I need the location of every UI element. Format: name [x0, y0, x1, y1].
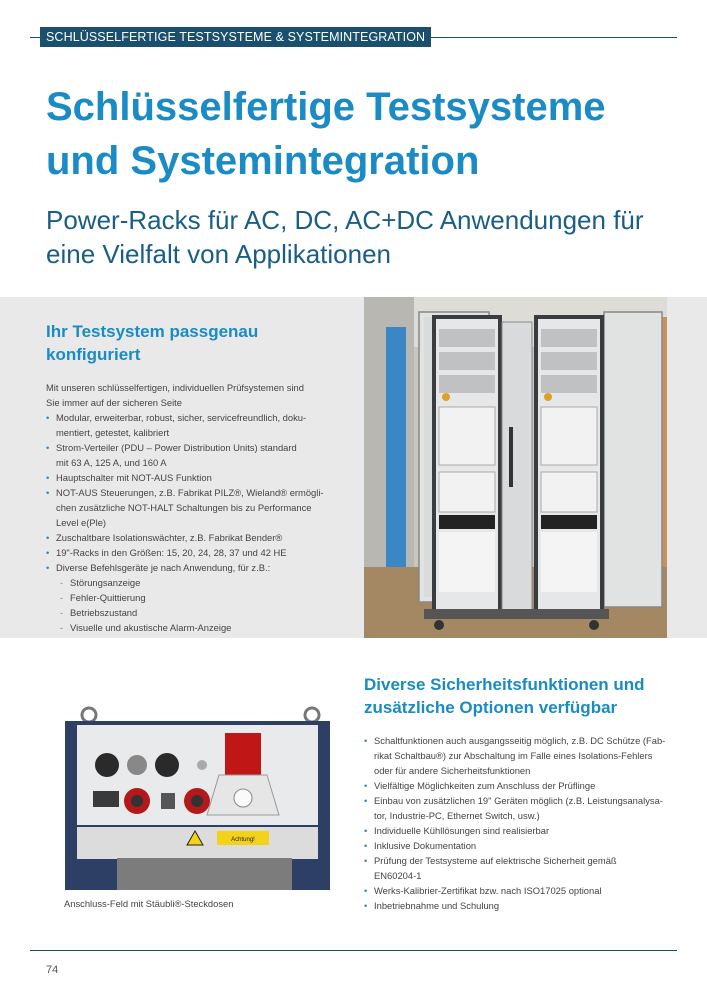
page-subtitle [46, 203, 686, 271]
list-item [46, 530, 346, 545]
list-item-text: Inbetriebnahme und Schulung [374, 900, 500, 911]
sub-list-item: - Visuelle und akustische Alarm-Anzeige [56, 620, 346, 635]
rack-photo-image [364, 297, 667, 638]
list-item [46, 560, 346, 635]
page-title-line-1: Schlüsselfertige Testsysteme [46, 85, 606, 129]
section2-heading [364, 673, 694, 719]
page-subtitle-line-1: Power-Racks für AC, DC, AC+DC Anwendungen für [46, 205, 644, 235]
list-item-text: Zuschaltbare Isolationswächter, z.B. Fabrikat Bender® [56, 532, 283, 543]
list-item-text: Modular, erweiterbar, robust, sicher, servicefreundlich, doku- [56, 412, 307, 423]
section1-intro-line-1: Mit unseren schlüsselfertigen, individuellen Prüfsystemen sind [46, 382, 304, 393]
warning-label-text: Achtung! [231, 837, 255, 843]
connection-panel-photo [57, 703, 337, 890]
sub-list [56, 575, 346, 635]
list-item-text: Inklusive Dokumentation [374, 840, 477, 851]
list-item [364, 793, 684, 823]
section2-heading-line-2: zusätzliche Optionen verfügbar [364, 698, 618, 717]
list-item-text: mentiert, getestet, kalibriert [56, 427, 170, 438]
rack-photo [364, 297, 667, 638]
list-item-text: 19"-Racks in den Größen: 15, 20, 24, 28, 37 und 42 HE [56, 547, 287, 558]
page-number: 74 [46, 964, 59, 976]
sub-list-item: - Betriebszustand [56, 605, 346, 620]
list-item-text: Vielfältige Möglichkeiten zum Anschluss der Prüflinge [374, 780, 596, 791]
page-title-line-2: und Systemintegration [46, 139, 480, 183]
section1-intro [46, 380, 336, 410]
list-item [364, 733, 684, 778]
list-item-text: oder für andere Sicherheitsfunktionen [374, 765, 531, 776]
list-item-text: Level e(Ple) [56, 517, 107, 528]
list-item [46, 410, 346, 440]
list-item-text: tor, Industrie-PC, Ethernet Switch, usw.) [374, 810, 540, 821]
section2-feature-list [364, 733, 684, 913]
list-item-text: Diverse Befehlsgeräte je nach Anwendung, für z.B.: [56, 562, 271, 573]
section1-heading-line-1: Ihr Testsystem passgenau [46, 322, 259, 341]
list-item [46, 440, 346, 470]
sub-list-item: - Fehler-Quittierung [56, 590, 346, 605]
list-item [46, 545, 346, 560]
list-item [364, 883, 684, 898]
section1-heading-line-2: konfiguriert [46, 345, 141, 364]
list-item-text: Individuelle Kühllösungen sind realisierbar [374, 825, 550, 836]
list-item [364, 778, 684, 793]
list-item [46, 485, 346, 530]
bottom-rule [30, 950, 677, 951]
page-title [46, 80, 686, 188]
list-item [364, 838, 684, 853]
list-item-text: Hauptschalter mit NOT-AUS Funktion [56, 472, 212, 483]
page-subtitle-line-2: eine Vielfalt von Applikationen [46, 239, 391, 269]
list-item-text: chen zusätzliche NOT-HALT Schaltungen bis zu Performance [56, 502, 312, 513]
list-item-text: rikat Schaltbau®) zur Abschaltung im Falle eines Isolations-Fehlers [374, 750, 653, 761]
list-item-text: Strom-Verteiler (PDU – Power Distribution Units) standard [56, 442, 297, 453]
list-item [46, 470, 346, 485]
list-item-text: Prüfung der Testsysteme auf elektrische Sicherheit gemäß [374, 855, 617, 866]
connection-panel-image [57, 703, 337, 890]
section1-intro-line-2: Sie immer auf der sicheren Seite [46, 397, 182, 408]
list-item-text: mit 63 A, 125 A, und 160 A [56, 457, 167, 468]
list-item-text: EN60204-1 [374, 870, 422, 881]
list-item [364, 823, 684, 838]
list-item [364, 853, 684, 883]
photo-caption: Anschluss-Feld mit Stäubli®-Steckdosen [64, 898, 234, 909]
section1-feature-list [46, 410, 346, 635]
list-item-text: Schaltfunktionen auch ausgangsseitig möglich, z.B. DC Schütze (Fab- [374, 735, 666, 746]
list-item-text: Einbau von zusätzlichen 19" Geräten möglich (z.B. Leistungsanalysa- [374, 795, 663, 806]
list-item-text: NOT-AUS Steuerungen, z.B. Fabrikat PILZ®, Wieland® ermögli- [56, 487, 324, 498]
section1-heading [46, 320, 346, 366]
list-item-text: Werks-Kalibrier-Zertifikat bzw. nach ISO17025 optional [374, 885, 602, 896]
section-tag: SCHLÜSSELFERTIGE TESTSYSTEME & SYSTEMINTEGRATION [40, 27, 431, 47]
sub-list-item: - Störungsanzeige [56, 575, 346, 590]
section2-heading-line-1: Diverse Sicherheitsfunktionen und [364, 675, 645, 694]
list-item [364, 898, 684, 913]
